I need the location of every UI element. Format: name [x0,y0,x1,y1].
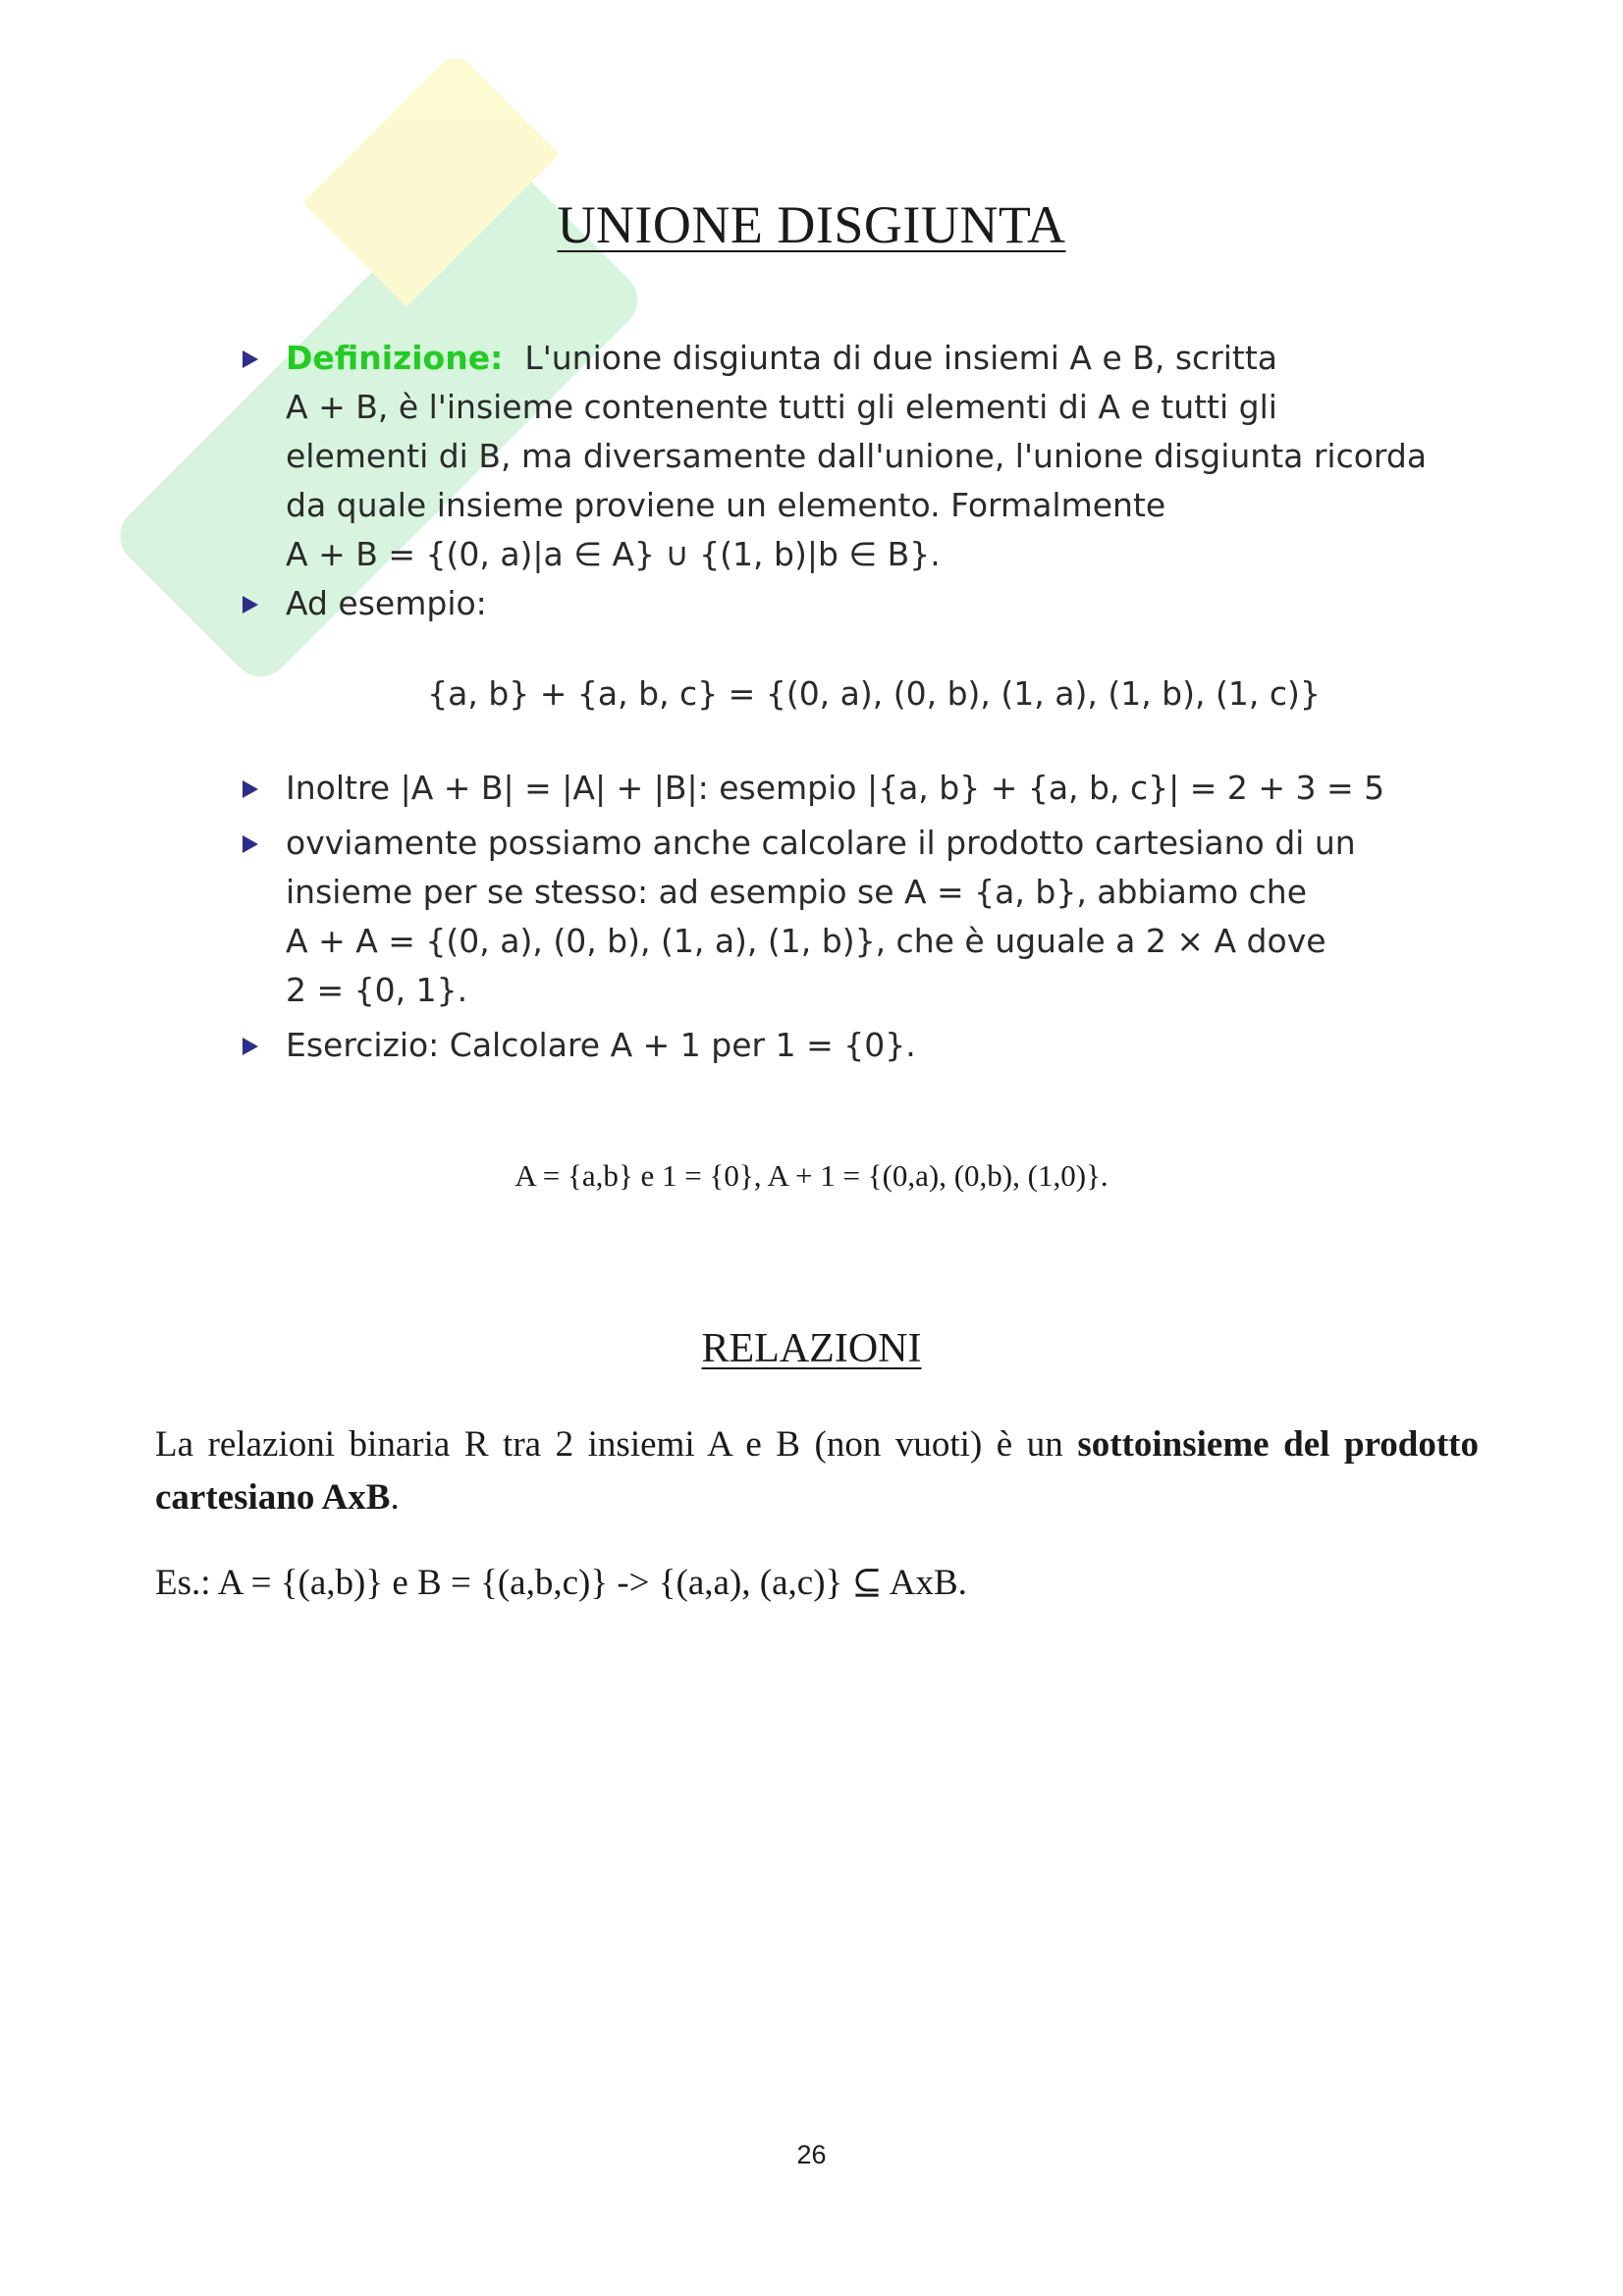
bullet-triangle-icon [243,835,258,853]
definition-line-4: da quale insieme proviene un elemento. Formalmente [286,486,1166,524]
example-equation: {a, b} + {a, b, c} = {(0, a), (0, b), (1, a), (1, b), (1, c)} [427,674,1321,713]
bullet-triangle-icon [243,596,258,614]
bullet-triangle-icon [243,780,258,798]
exercise-text: Esercizio: Calcolare A + 1 per 1 = {0}. [286,1026,916,1064]
definition-formula: A + B = {(0, a)|a ∈ A} ∪ {(1, b)|b ∈ B}. [286,535,941,573]
cardinality-text: Inoltre |A + B| = |A| + |B|: esempio |{a, b} + {a, b, c}| = 2 + 3 = 5 [286,769,1385,807]
definition-line-1: Definizione: L'unione disgiunta di due insiemi A e B, scritta [286,339,1278,377]
bullet-example [241,579,1468,628]
page-title: UNIONE DISGIUNTA [557,195,1066,254]
definition-line-3: elementi di B, ma diversamente dall'unione, l'unione disgiunta ricorda [286,437,1428,475]
relations-definition-bold: sottoinsieme del prodotto cartesiano AxB [155,1424,1479,1518]
bullet-triangle-icon [243,1038,258,1055]
bullet-exercise [241,1021,1468,1070]
page-number: 26 [796,2140,827,2169]
definition-line-2: A + B, è l'insieme contenente tutti gli elementi di A e tutti gli [286,388,1277,426]
self-product-line-3: A + A = {(0, a), (0, b), (1, a), (1, b)}, che è uguale a 2 × A dove [286,922,1326,960]
relations-paragraph: La relazioni binaria R tra 2 insiemi A e B (non vuoti) è un sottoinsieme del prodotto cartesiano AxB. [155,1424,1479,1518]
bullet-definition [241,334,1468,579]
bullet-cardinality [241,764,1468,813]
self-product-line-4: 2 = {0, 1}. [286,971,468,1009]
bullet-self-product [241,819,1468,1015]
definition-label: Definizione: [286,339,504,377]
relations-example: Es.: A = {(a,b)} e B = {(a,b,c)} -> {(a,a), (a,c)} ⊆ AxB. [155,1563,967,1603]
self-product-line-1: ovviamente possiamo anche calcolare il prodotto cartesiano di un [286,824,1356,862]
watermark-accent [302,59,560,307]
bullet-triangle-icon [243,350,258,368]
slide-content [241,334,1468,1070]
self-product-line-2: insieme per se stesso: ad esempio se A = {a, b}, abbiamo che [286,873,1307,911]
section-heading-relazioni: RELAZIONI [701,1326,922,1371]
exercise-answer: A = {a,b} e 1 = {0}, A + 1 = {(0,a), (0,b), (1,0)}. [514,1158,1109,1193]
example-intro: Ad esempio: [286,584,487,622]
